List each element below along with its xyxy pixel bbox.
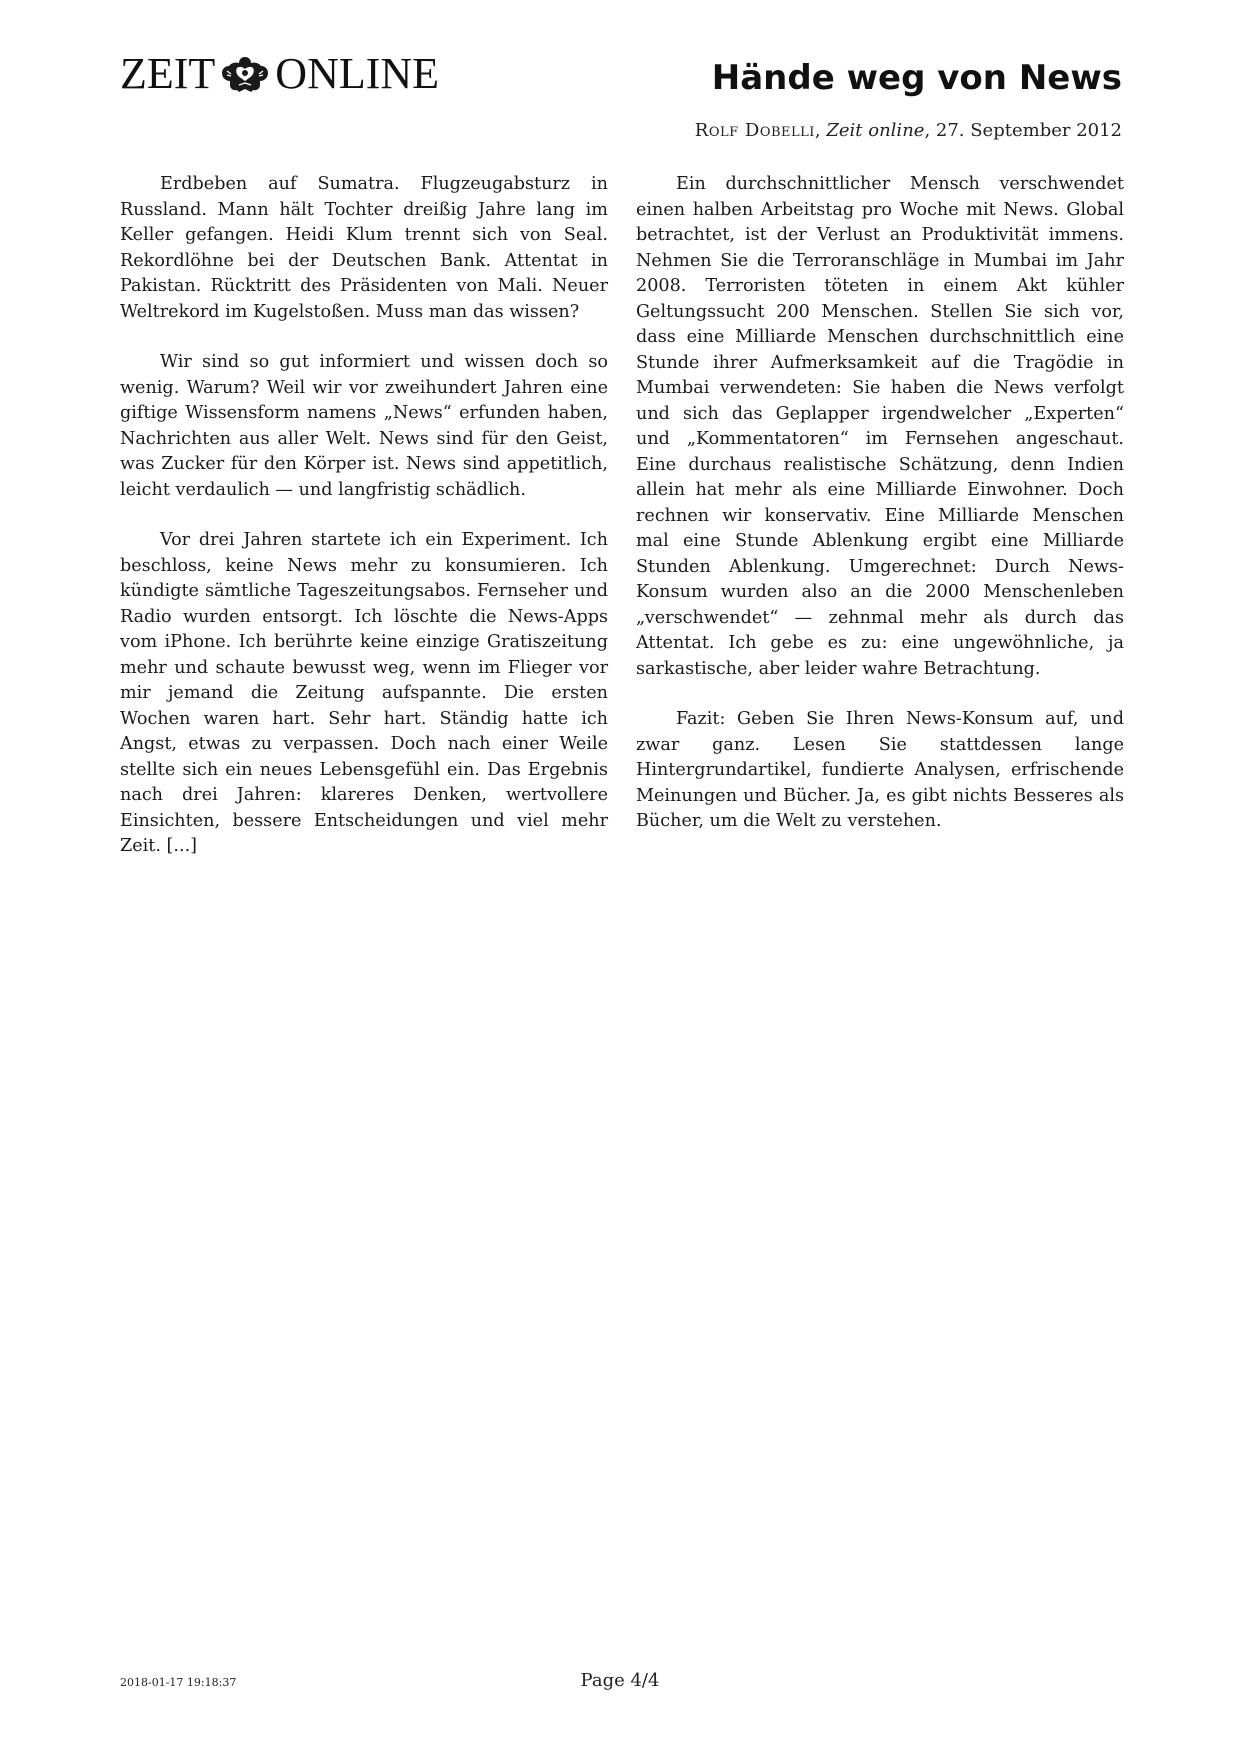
page-number: Page 4/4 xyxy=(580,1670,660,1691)
byline-date: , 27. September 2012 xyxy=(924,120,1122,141)
article-paragraph: Fazit: Geben Sie Ihren News-Konsum auf, und zwar ganz. Lesen Sie stattdessen lange Hintergrundartikel, fundierte Analysen, erfrischende Meinungen und Bücher. Ja, es gibt nichts Besseres als Bücher, um die Welt zu verstehen. xyxy=(636,709,1124,831)
article-paragraph: Erdbeben auf Sumatra. Flugzeugabsturz in Russland. Mann hält Tochter dreißig Jahre lang im Keller gefangen. Heidi Klum trennt sich von Seal. Rekordlöhne bei der Deutschen Bank. Attentat in Pakistan. Rücktritt des Präsidenten von Mali. Neuer Weltrekord im Kugelstoßen. Muss man das wissen? xyxy=(120,174,608,322)
zeit-online-logo xyxy=(120,50,439,98)
logo-text-zeit: ZEIT xyxy=(120,49,216,98)
article-paragraph: Ein durchschnittlicher Mensch verschwendet einen halben Arbeitstag pro Woche mit News. Global betrachtet, ist der Verlust an Produktivität immens. Nehmen Sie die Terroranschläge in Mumbai im Jahr 2008. Terroristen töteten in einem Akt kühler Geltungssucht 200 Menschen. Stellen Sie sich vor, dass eine Milliarde Menschen durchschnittlich eine Stunde ihrer Aufmerksamkeit auf die Tragödie in Mumbai verwendeten: Sie haben die News verfolgt und sich das Geplapper irgendwelcher „Experten“ und „Kommentatoren“ im Fernsehen angeschaut. Eine durchaus realistische Schätzung, denn Indien allein hat mehr als eine Milliarde Einwohner. Doch rechnen wir konservativ. Eine Milliarde Menschen mal eine Stunde Ablenkung ergibt eine Milliarde Stunden Ablenkung. Umgerechnet: Durch News-Konsum wurden also an die 2000 Menschenleben „verschwendet“ — zehnmal mehr als durch das Attentat. Ich gebe es zu: eine ungewöhnliche, ja sarkastische, aber leider wahre Betrachtung. xyxy=(636,174,1124,679)
byline-source: Zeit online xyxy=(826,120,925,141)
article-headline: Hände weg von News xyxy=(711,58,1122,98)
article-byline xyxy=(695,120,1122,141)
byline-separator: , xyxy=(814,120,827,141)
footer-timestamp: 2018-01-17 19:18:37 xyxy=(120,1676,237,1689)
byline-author: Rolf Dobelli xyxy=(694,120,815,141)
article-column-left xyxy=(120,172,608,885)
article-paragraph: Vor drei Jahren startete ich ein Experiment. Ich beschloss, keine News mehr zu konsumieren. Ich kündigte sämtliche Tageszeitungsabos. Fernseher und Radio wurden entsorgt. Ich löschte die News-Apps vom iPhone. Ich berührte keine einzige Gratiszeitung mehr und schaute bewusst weg, wenn im Flieger vor mir jemand die Zeitung aufspannte. Die ersten Wochen waren hart. Sehr hart. Ständig hatte ich Angst, etwas zu verpassen. Doch nach einer Weile stellte sich ein neues Lebensgefühl ein. Das Ergebnis nach drei Jahren: klareres Denken, wertvollere Einsichten, bessere Entscheidungen und viel mehr Zeit. [...] xyxy=(120,530,608,856)
article-paragraph: Wir sind so gut informiert und wissen doch so wenig. Warum? Weil wir vor zweihundert Jahren eine giftige Wissensform namens „News“ erfunden haben, Nachrichten aus aller Welt. News sind für den Geist, was Zucker für den Körper ist. News sind appetitlich, leicht verdaulich — und langfristig schädlich. xyxy=(120,352,608,500)
eagle-crest-icon xyxy=(217,54,273,94)
logo-text-online: ONLINE xyxy=(275,49,440,98)
article-column-right xyxy=(636,172,1124,860)
